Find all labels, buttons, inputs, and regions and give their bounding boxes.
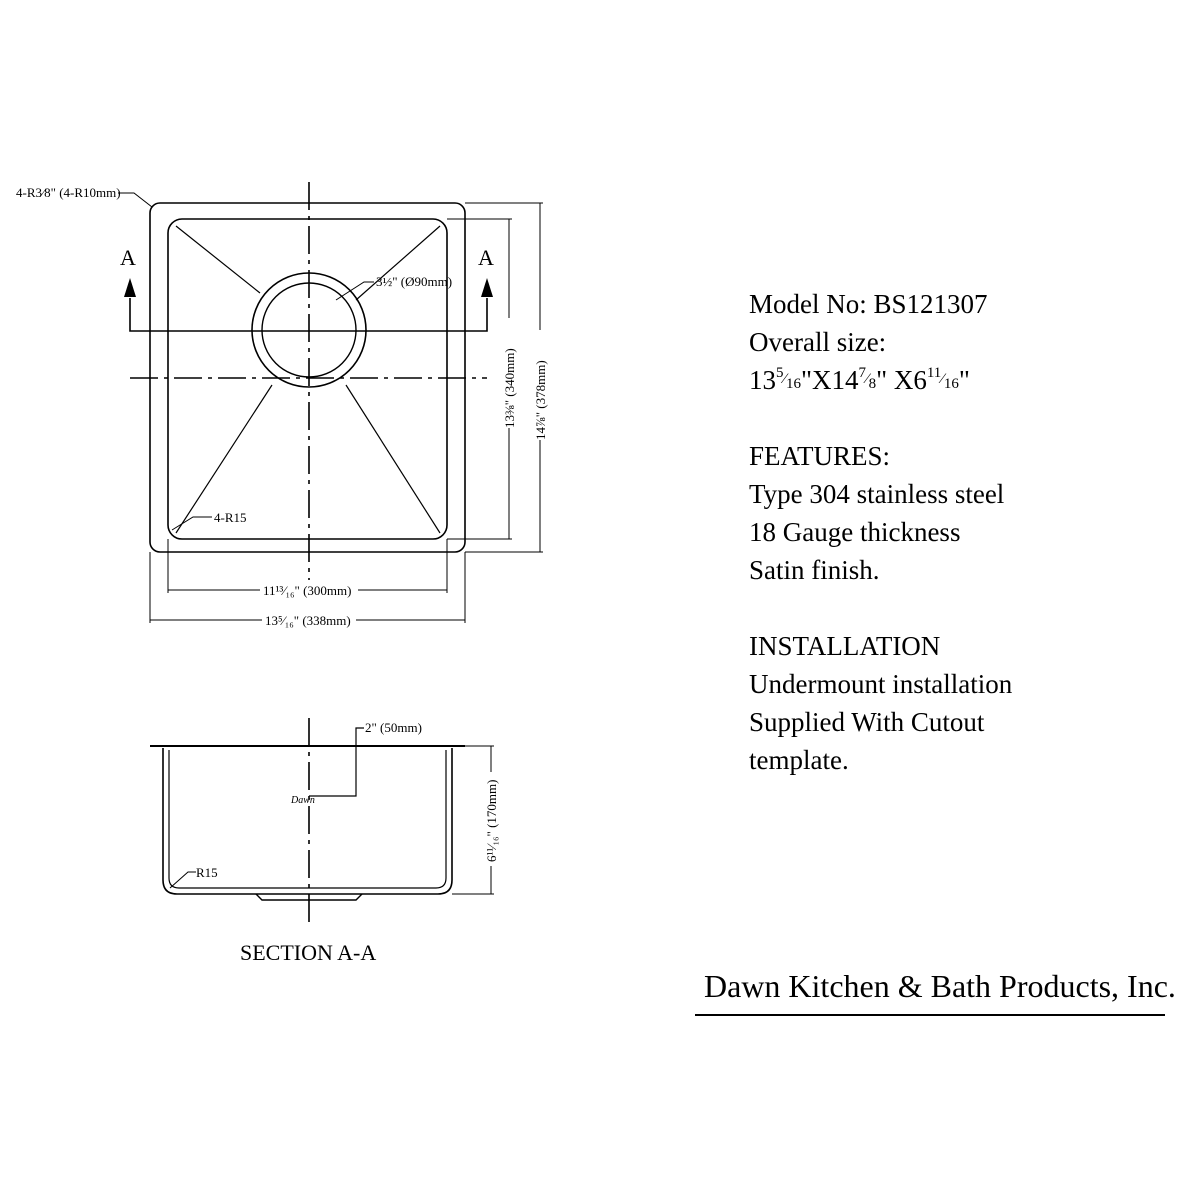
inner-corner-note: 4-R15 (214, 510, 247, 525)
installation-heading: INSTALLATION (749, 631, 941, 661)
section-mark-right: A (478, 245, 494, 270)
dim-outer-length-label: 14⅞" (378mm) (533, 360, 548, 440)
top-view (130, 182, 487, 580)
corner-radius-leader (118, 193, 152, 207)
section-arrow-right-icon (481, 278, 493, 297)
dim-outer-width-label: 13⁵⁄₁₆" (338mm) (265, 613, 351, 628)
overall-size-label: Overall size: (749, 327, 887, 357)
size-a-fraction: 5⁄16 (776, 365, 802, 393)
section-arrow-left-icon (124, 278, 136, 297)
drain-depth-note: 2" (50mm) (365, 720, 422, 735)
size-end: " (958, 365, 970, 395)
feature-item: 18 Gauge thickness (749, 517, 961, 547)
corner-radius-note: 4-R3⁄8" (4-R10mm) (16, 185, 121, 200)
features-heading: FEATURES: (749, 441, 891, 471)
size-b-fraction: 7⁄8 (858, 365, 877, 393)
slope-line (346, 385, 440, 533)
company-underline (695, 1014, 1165, 1016)
size-c-whole: " X6 (876, 365, 927, 395)
section-mark-left: A (120, 245, 136, 270)
company-name: Dawn Kitchen & Bath Products, Inc. (704, 968, 1176, 1004)
overall-size-value (749, 361, 1189, 399)
installation-item: Supplied With Cutout (749, 707, 985, 737)
section-title: SECTION A-A (240, 940, 377, 965)
installation-item: Undermount installation (749, 669, 1013, 699)
feature-item: Satin finish. (749, 555, 880, 585)
drain-depth-leader (309, 728, 364, 796)
inner-corner-leader (172, 517, 212, 530)
sink-inner-bowl (168, 219, 447, 539)
size-c-fraction: 11⁄16 (926, 365, 959, 393)
radius-leader (170, 872, 196, 888)
dawn-logo-text: Dawn (291, 795, 315, 806)
dim-inner-width-label: 11¹³⁄₁₆" (300mm) (263, 583, 352, 598)
drain-size-note: 3½" (Ø90mm) (376, 274, 453, 289)
section-view (150, 718, 494, 928)
size-a-whole: 13 (749, 365, 776, 395)
size-b-whole: "X14 (801, 365, 859, 395)
slope-line (176, 226, 260, 293)
dim-inner-length-label: 13⅜" (340mm) (502, 348, 517, 428)
feature-item: Type 304 stainless steel (749, 479, 1005, 509)
depth-note: 6¹¹⁄₁₆" (170mm) (484, 779, 499, 862)
installation-item: template. (749, 745, 849, 775)
model-number: Model No: BS121307 (749, 289, 988, 319)
spec-block (749, 285, 1189, 779)
section-radius-note: R15 (196, 865, 218, 880)
